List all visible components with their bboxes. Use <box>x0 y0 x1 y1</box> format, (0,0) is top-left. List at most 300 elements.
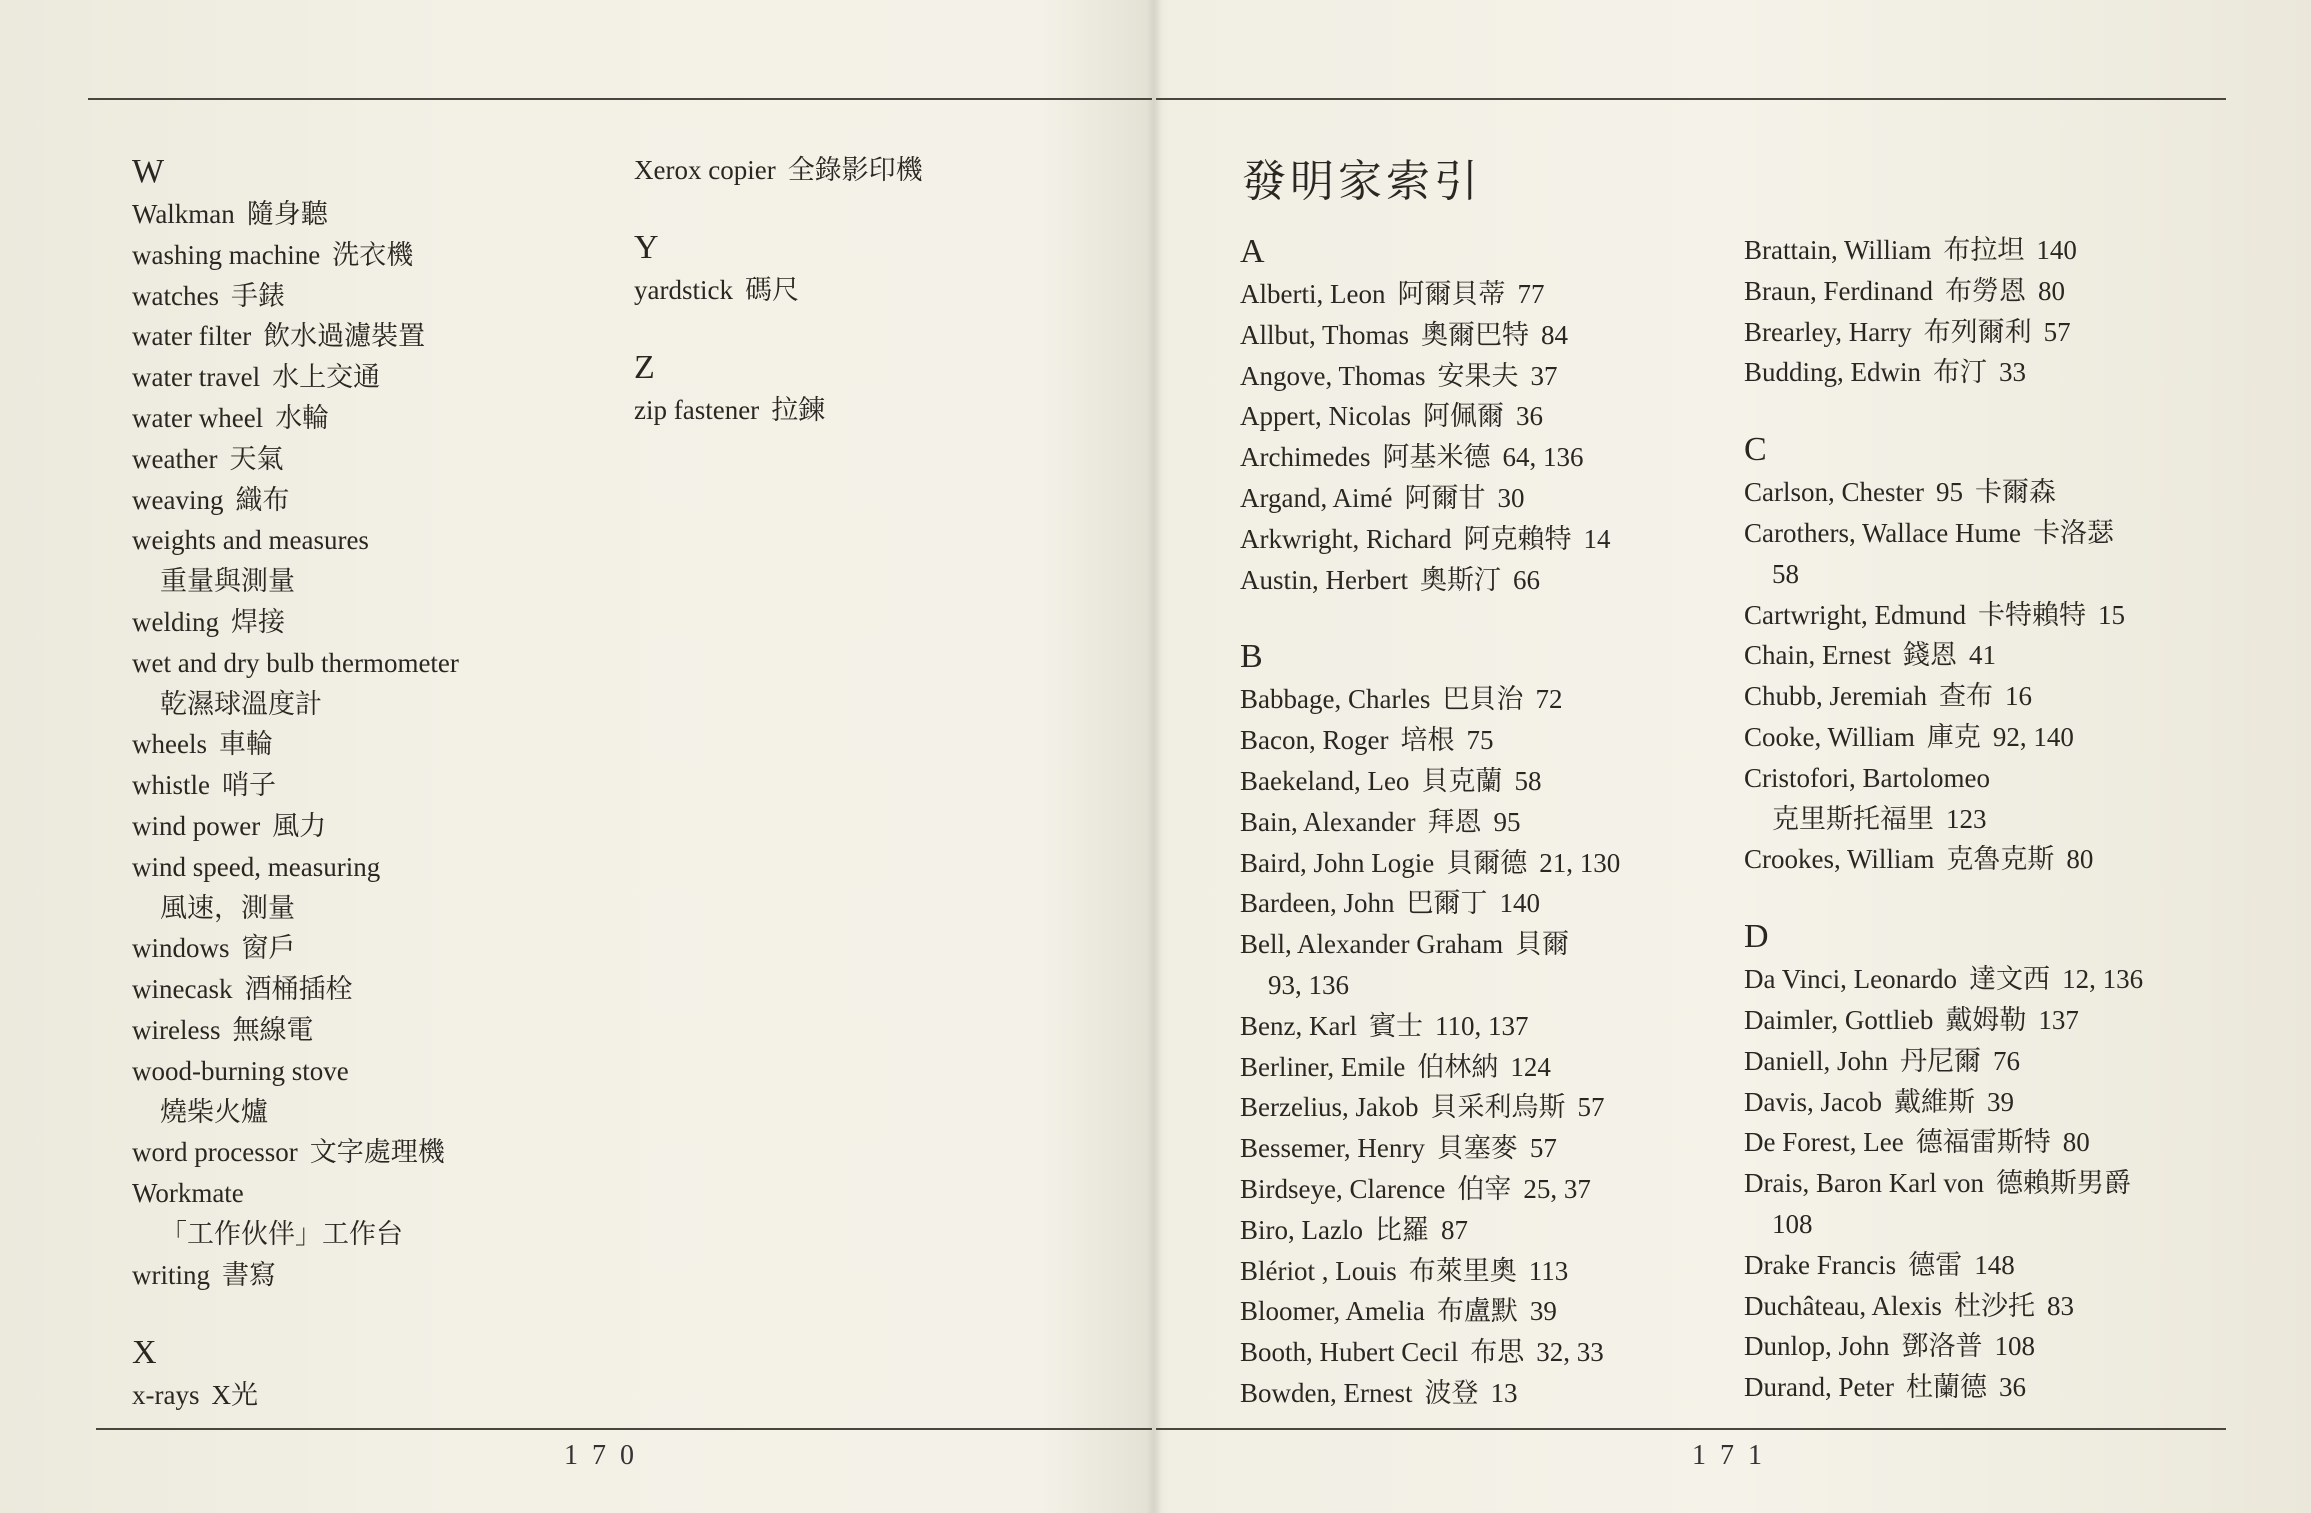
entry-term: writing <box>132 1259 210 1290</box>
entry-pages: 140 <box>1499 888 1540 919</box>
index-entry <box>132 1010 459 1051</box>
index-entry <box>1744 595 2143 636</box>
index-entry <box>132 969 459 1010</box>
entry-pages: 21, 130 <box>1539 847 1621 878</box>
entry-chinese: 奧斯汀 <box>1419 564 1501 595</box>
entry-pages: 77 <box>1517 279 1545 309</box>
entry-pages: 80 <box>2062 1127 2090 1158</box>
entry-term: weights and measures <box>132 525 369 556</box>
index-entry <box>1744 1163 2143 1204</box>
entry-pages: 57 <box>1577 1092 1605 1123</box>
entry-chinese: 貝爾德 <box>1446 847 1528 878</box>
entry-chinese: 手錶 <box>230 280 285 311</box>
section-letter: C <box>1744 431 1767 469</box>
entry-chinese: 戴維斯 <box>1893 1086 1975 1117</box>
entry-term: wheels <box>132 729 207 760</box>
entry-chinese: 卡洛瑟 <box>2032 517 2114 548</box>
entry-term: Da Vinci, Leonardo <box>1744 964 1958 995</box>
entry-chinese: 鄧洛普 <box>1901 1331 1983 1362</box>
index-entry <box>1240 1332 1620 1373</box>
entry-pages: 15 <box>2097 599 2125 630</box>
section-gap <box>634 191 923 226</box>
entry-chinese: 窗戶 <box>241 933 296 964</box>
entry-pages: 123 <box>1946 803 1987 834</box>
index-entry-continuation <box>132 684 459 725</box>
entry-term: Braun, Ferdinand <box>1744 275 1933 306</box>
entry-term: Cartwright, Edmund <box>1744 599 1966 630</box>
entry-pages: 66 <box>1512 564 1540 595</box>
entry-chinese: 布汀 <box>1933 357 1988 388</box>
entry-term: windows <box>132 933 230 964</box>
entry-chinese: 貝克蘭 <box>1421 765 1503 796</box>
entry-pages: 57 <box>1529 1133 1557 1164</box>
entry-term: Carlson, Chester <box>1744 477 1924 508</box>
entry-term: Carothers, Wallace Hume <box>1744 517 2021 548</box>
index-entry <box>1240 519 1620 560</box>
index-entry <box>1240 1128 1620 1169</box>
entry-term: Durand, Peter <box>1744 1372 1894 1403</box>
entry-term: Bacon, Roger <box>1240 725 1389 756</box>
left-page <box>0 0 1154 1513</box>
index-entry <box>1240 437 1620 478</box>
entry-term: Blériot , Louis <box>1240 1255 1397 1286</box>
entry-term: Booth, Hubert Cecil <box>1240 1337 1459 1368</box>
entry-chinese: 賓士 <box>1368 1010 1423 1041</box>
entry-term: Archimedes <box>1240 442 1371 473</box>
index-entry <box>132 357 459 398</box>
entry-chinese: 阿基米德 <box>1382 442 1491 473</box>
index-entry-continuation <box>1744 554 2143 595</box>
index-entry <box>132 1173 459 1214</box>
entry-term: Baird, John Logie <box>1240 847 1435 878</box>
entry-term: Drais, Baron Karl von <box>1744 1168 1984 1199</box>
entry-chinese: 布盧默 <box>1436 1296 1518 1327</box>
entry-term: wind speed, measuring <box>132 851 381 882</box>
index-entry <box>1240 1169 1620 1210</box>
entry-pages: 92, 140 <box>1992 721 2074 752</box>
index-entry <box>1240 924 1620 965</box>
index-entry-continuation <box>132 888 459 929</box>
index-entry-continuation <box>1240 965 1620 1006</box>
entry-chinese: 庫克 <box>1926 721 1981 752</box>
entry-chinese: 碼尺 <box>744 274 799 305</box>
entry-chinese: 貝采利烏斯 <box>1430 1092 1566 1123</box>
entry-term: whistle <box>132 770 210 801</box>
index-entry <box>132 806 459 847</box>
index-entry <box>132 602 459 643</box>
index-entry <box>132 1051 459 1092</box>
index-entry <box>1240 1251 1620 1292</box>
entry-pages: 137 <box>2038 1004 2079 1035</box>
entry-chinese: 德雷 <box>1908 1249 1963 1280</box>
index-entry <box>1240 802 1620 843</box>
entry-pages: 76 <box>1992 1045 2020 1076</box>
index-entry-continuation <box>132 1092 459 1133</box>
index-entry <box>1240 274 1620 315</box>
index-entry <box>132 398 459 439</box>
entry-pages: 36 <box>1998 1372 2026 1403</box>
index-entry <box>132 480 459 521</box>
entry-chinese: 杜蘭德 <box>1905 1372 1987 1403</box>
entry-term: Appert, Nicolas <box>1240 401 1411 432</box>
index-entry <box>132 520 459 561</box>
section-gap <box>1744 880 2143 915</box>
index-entry <box>1744 839 2143 880</box>
entry-pages: 13 <box>1490 1377 1518 1408</box>
entry-chinese: 書寫 <box>222 1259 276 1290</box>
entry-term: word processor <box>132 1137 298 1168</box>
entry-chinese: 阿佩爾 <box>1422 401 1504 432</box>
entry-term: De Forest, Lee <box>1744 1127 1904 1158</box>
entry-term: Daimler, Gottlieb <box>1744 1004 1934 1035</box>
entry-term: watches <box>132 280 219 311</box>
entry-term: Baekeland, Leo <box>1240 765 1410 796</box>
index-entry <box>1744 1000 2143 1041</box>
entry-term: water filter <box>132 321 252 352</box>
entry-chinese: 織布 <box>235 484 290 515</box>
index-entry <box>1240 883 1620 924</box>
entry-pages: 14 <box>1583 523 1611 554</box>
entry-term: Angove, Thomas <box>1240 360 1426 391</box>
entry-chinese: 布拉坦 <box>1943 235 2025 265</box>
entry-pages: 84 <box>1541 319 1569 350</box>
entry-chinese: 風速，測量 <box>160 892 295 923</box>
entry-term: zip fastener <box>634 394 760 425</box>
entry-term: weather <box>132 443 218 474</box>
index-entry <box>132 439 459 480</box>
index-entry <box>132 1375 459 1416</box>
entry-term: wood-burning stove <box>132 1055 349 1086</box>
entry-pages: 25, 37 <box>1523 1173 1591 1204</box>
index-entry <box>1240 1006 1620 1047</box>
entry-chinese: 克魯克斯 <box>1946 844 2055 875</box>
entry-pages: 83 <box>2046 1290 2074 1321</box>
entry-chinese: 酒桶插栓 <box>244 974 353 1005</box>
entry-term: Birdseye, Clarence <box>1240 1173 1446 1204</box>
entry-pages: 64, 136 <box>1502 442 1584 473</box>
entry-chinese: 布列爾利 <box>1923 316 2032 347</box>
index-entry <box>1240 1087 1620 1128</box>
index-entry-continuation <box>132 1214 459 1255</box>
index-column-1 <box>1240 230 1620 1414</box>
entry-chinese: 德賴斯男爵 <box>1995 1168 2131 1199</box>
entry-term: water travel <box>132 362 261 393</box>
index-entry <box>1240 560 1620 601</box>
index-entry <box>1744 635 2143 676</box>
entry-term: washing machine <box>132 239 321 270</box>
index-entry <box>132 276 459 317</box>
entry-chinese: 卡爾森 <box>1974 477 2056 508</box>
entry-pages: 108 <box>1772 1208 1813 1239</box>
index-entry <box>132 1132 459 1173</box>
index-entry <box>132 235 459 276</box>
index-entry <box>1744 312 2143 353</box>
entry-term: Biro, Lazlo <box>1240 1214 1363 1245</box>
index-title: 發明家索引 <box>1242 156 1482 207</box>
index-entry <box>1744 959 2143 1000</box>
index-entry <box>1240 679 1620 720</box>
section-gap <box>132 1296 459 1331</box>
entry-pages: 75 <box>1466 725 1494 756</box>
entry-chinese: 杜沙托 <box>1953 1290 2035 1321</box>
entry-pages: 39 <box>1529 1296 1557 1327</box>
index-entry <box>1240 315 1620 356</box>
entry-chinese: 伯林納 <box>1417 1051 1499 1082</box>
section-letter: W <box>132 153 165 190</box>
bottom-rule <box>96 1428 1152 1430</box>
index-entry <box>132 765 459 806</box>
entry-pages: 93, 136 <box>1268 969 1349 1000</box>
entry-term: Babbage, Charles <box>1240 684 1431 715</box>
entry-term: Benz, Karl <box>1240 1010 1357 1041</box>
entry-pages: 33 <box>1999 357 2027 388</box>
index-entry <box>132 724 459 765</box>
index-entry-continuation <box>1744 1204 2143 1245</box>
index-entry <box>1744 1082 2143 1123</box>
entry-pages: 57 <box>2043 316 2071 347</box>
index-entry <box>1240 1373 1620 1414</box>
entry-pages: 80 <box>2066 844 2094 875</box>
entry-chinese: 波登 <box>1424 1377 1479 1408</box>
index-entry <box>1240 843 1620 884</box>
entry-term: Alberti, Leon <box>1240 279 1386 309</box>
entry-pages: 95 <box>1935 477 1963 508</box>
entry-term: Cristofori, Bartolomeo <box>1744 762 1990 793</box>
index-entry <box>1744 1122 2143 1163</box>
entry-pages: 113 <box>1528 1255 1569 1286</box>
entry-term: Crookes, William <box>1744 844 1935 875</box>
entry-chinese: 洗衣機 <box>332 239 414 270</box>
entry-term: Bell, Alexander Graham <box>1240 929 1504 960</box>
entry-pages: 87 <box>1440 1214 1468 1245</box>
index-entry <box>132 1255 459 1296</box>
entry-chinese: 風力 <box>272 810 327 841</box>
index-entry <box>132 847 459 888</box>
section-gap <box>634 311 923 346</box>
page-number: 170 <box>564 1440 648 1471</box>
section-letter: B <box>1240 638 1263 676</box>
right-page <box>1154 0 2311 1513</box>
section-letter: Z <box>634 348 655 386</box>
entry-chinese: 巴貝治 <box>1442 684 1524 715</box>
entry-chinese: 貝塞麥 <box>1436 1133 1518 1164</box>
entry-term: Davis, Jacob <box>1744 1086 1882 1117</box>
entry-chinese: 飲水過濾裝置 <box>263 321 426 352</box>
entry-chinese: 阿爾甘 <box>1404 482 1486 513</box>
index-column-2 <box>1744 230 2143 1408</box>
entry-chinese: 德福雷斯特 <box>1915 1127 2051 1158</box>
entry-chinese: 重量與測量 <box>160 566 295 597</box>
entry-term: Xerox copier <box>634 155 776 185</box>
entry-chinese: X光 <box>211 1379 258 1410</box>
entry-term: Arkwright, Richard <box>1240 523 1452 554</box>
entry-chinese: 乾濕球溫度計 <box>160 688 322 719</box>
entry-term: Walkman <box>132 199 235 229</box>
entry-term: Brearley, Harry <box>1744 316 1912 347</box>
entry-chinese: 焊接 <box>231 606 285 637</box>
index-entry <box>132 643 459 684</box>
entry-term: Argand, Aimé <box>1240 482 1393 513</box>
index-entry <box>634 390 923 431</box>
index-entry <box>1744 676 2143 717</box>
entry-pages: 58 <box>1514 765 1542 796</box>
index-entry <box>1240 1210 1620 1251</box>
index-entry <box>1240 478 1620 519</box>
entry-chinese: 天氣 <box>229 443 284 474</box>
entry-chinese: 錢恩 <box>1902 640 1957 671</box>
entry-chinese: 無線電 <box>232 1014 314 1045</box>
entry-chinese: 培根 <box>1400 725 1455 756</box>
entry-term: wireless <box>132 1014 221 1045</box>
section-gap <box>1744 393 2143 428</box>
entry-term: Cooke, William <box>1744 721 1915 752</box>
entry-chinese: 克里斯托福里 <box>1772 803 1934 834</box>
top-rule <box>1156 98 2226 100</box>
entry-chinese: 丹尼爾 <box>1899 1045 1981 1076</box>
entry-chinese: 安果夫 <box>1437 360 1519 391</box>
entry-pages: 39 <box>1986 1086 2014 1117</box>
entry-term: Daniell, John <box>1744 1045 1888 1076</box>
entry-term: Duchâteau, Alexis <box>1744 1290 1942 1321</box>
entry-term: Chain, Ernest <box>1744 640 1891 671</box>
entry-chinese: 比羅 <box>1374 1214 1429 1245</box>
section-gap <box>1240 600 1620 635</box>
entry-pages: 140 <box>2036 235 2077 265</box>
index-entry <box>1744 1367 2143 1408</box>
entry-chinese: 隨身聽 <box>246 199 328 229</box>
entry-chinese: 奧爾巴特 <box>1421 319 1530 350</box>
entry-chinese: 拉鍊 <box>771 394 826 425</box>
entry-term: Berzelius, Jakob <box>1240 1092 1419 1123</box>
entry-pages: 16 <box>2004 681 2032 712</box>
entry-term: winecask <box>132 974 233 1005</box>
entry-pages: 12, 136 <box>2062 964 2144 995</box>
entry-term: x-rays <box>132 1379 200 1410</box>
entry-chinese: 文字處理機 <box>309 1137 445 1168</box>
index-entry <box>1240 396 1620 437</box>
entry-chinese: 貝爾 <box>1515 929 1570 960</box>
entry-chinese: 卡特賴特 <box>1977 599 2086 630</box>
index-entry <box>1744 472 2143 513</box>
entry-pages: 37 <box>1530 360 1558 391</box>
entry-pages: 95 <box>1493 806 1521 837</box>
entry-term: yardstick <box>634 274 733 305</box>
index-entry <box>634 270 923 311</box>
entry-chinese: 「工作伙伴」工作台 <box>160 1218 403 1249</box>
index-entry <box>1744 1326 2143 1367</box>
entry-pages: 124 <box>1510 1051 1551 1082</box>
section-letter: X <box>132 1333 157 1371</box>
section-letter: Y <box>634 228 659 266</box>
entry-term: weaving <box>132 484 224 515</box>
entry-pages: 32, 33 <box>1536 1337 1604 1368</box>
entry-chinese: 水上交通 <box>272 362 381 393</box>
index-entry <box>1240 1291 1620 1332</box>
entry-term: Bessemer, Henry <box>1240 1133 1425 1164</box>
entry-term: Bain, Alexander <box>1240 806 1416 837</box>
entry-pages: 36 <box>1515 401 1543 432</box>
index-entry <box>1744 758 2143 799</box>
index-entry <box>132 316 459 357</box>
entry-pages: 58 <box>1772 558 1799 589</box>
entry-term: Chubb, Jeremiah <box>1744 681 1927 712</box>
entry-term: Allbut, Thomas <box>1240 319 1410 350</box>
entry-term: wet and dry bulb thermometer <box>132 647 459 678</box>
entry-chinese: 阿爾貝蒂 <box>1397 279 1506 309</box>
index-entry <box>1744 271 2143 312</box>
index-entry <box>1744 230 2143 271</box>
entry-chinese: 巴爾丁 <box>1406 888 1488 919</box>
entry-term: Austin, Herbert <box>1240 564 1408 595</box>
index-entry <box>1744 352 2143 393</box>
entry-chinese: 戴姆勒 <box>1945 1004 2027 1035</box>
entry-pages: 72 <box>1535 684 1563 715</box>
entry-term: Bowden, Ernest <box>1240 1377 1413 1408</box>
entry-term: Drake Francis <box>1744 1249 1897 1280</box>
entry-chinese: 布思 <box>1470 1337 1525 1368</box>
entry-term: Brattain, William <box>1744 235 1932 265</box>
entry-term: Bardeen, John <box>1240 888 1395 919</box>
entry-chinese: 布萊里奧 <box>1408 1255 1517 1286</box>
index-entry <box>1240 720 1620 761</box>
entry-chinese: 車輪 <box>218 729 273 760</box>
entry-pages: 80 <box>2037 275 2065 306</box>
entry-chinese: 水輪 <box>275 402 330 433</box>
entry-term: water wheel <box>132 402 264 433</box>
entry-chinese: 達文西 <box>1969 964 2051 995</box>
index-column-1 <box>132 150 459 1415</box>
index-entry <box>1744 1286 2143 1327</box>
entry-pages: 148 <box>1974 1249 2015 1280</box>
entry-chinese: 拜恩 <box>1427 806 1482 837</box>
index-entry <box>1744 1041 2143 1082</box>
entry-chinese: 查布 <box>1938 681 1993 712</box>
entry-chinese: 全錄影印機 <box>787 155 923 185</box>
index-entry <box>1744 717 2143 758</box>
index-entry-continuation <box>1744 799 2143 840</box>
index-entry <box>1240 356 1620 397</box>
entry-pages: 110, 137 <box>1434 1010 1529 1041</box>
entry-term: Budding, Edwin <box>1744 357 1922 388</box>
page-number: 171 <box>1692 1440 1776 1471</box>
entry-pages: 108 <box>1994 1331 2036 1362</box>
entry-term: Bloomer, Amelia <box>1240 1296 1425 1327</box>
bottom-rule <box>1156 1428 2226 1430</box>
entry-pages: 30 <box>1497 482 1525 513</box>
entry-chinese: 布勞恩 <box>1944 275 2026 306</box>
entry-term: wind power <box>132 810 261 841</box>
index-entry <box>132 194 459 235</box>
index-entry <box>132 928 459 969</box>
section-letter: A <box>1240 233 1265 270</box>
top-rule <box>88 98 1152 100</box>
index-entry <box>634 150 923 191</box>
entry-chinese: 阿克賴特 <box>1463 523 1572 554</box>
entry-term: welding <box>132 606 219 637</box>
index-entry-continuation <box>132 561 459 602</box>
index-column-2 <box>634 150 923 430</box>
entry-chinese: 伯宰 <box>1457 1173 1512 1204</box>
entry-chinese: 燒柴火爐 <box>160 1096 268 1127</box>
index-entry <box>1240 1047 1620 1088</box>
section-letter: D <box>1744 918 1769 956</box>
entry-term: Workmate <box>132 1178 244 1209</box>
entry-chinese: 哨子 <box>222 770 276 801</box>
entry-pages: 41 <box>1968 640 1996 671</box>
entry-term: Dunlop, John <box>1744 1331 1890 1362</box>
index-entry <box>1240 761 1620 802</box>
entry-term: Berliner, Emile <box>1240 1051 1406 1082</box>
